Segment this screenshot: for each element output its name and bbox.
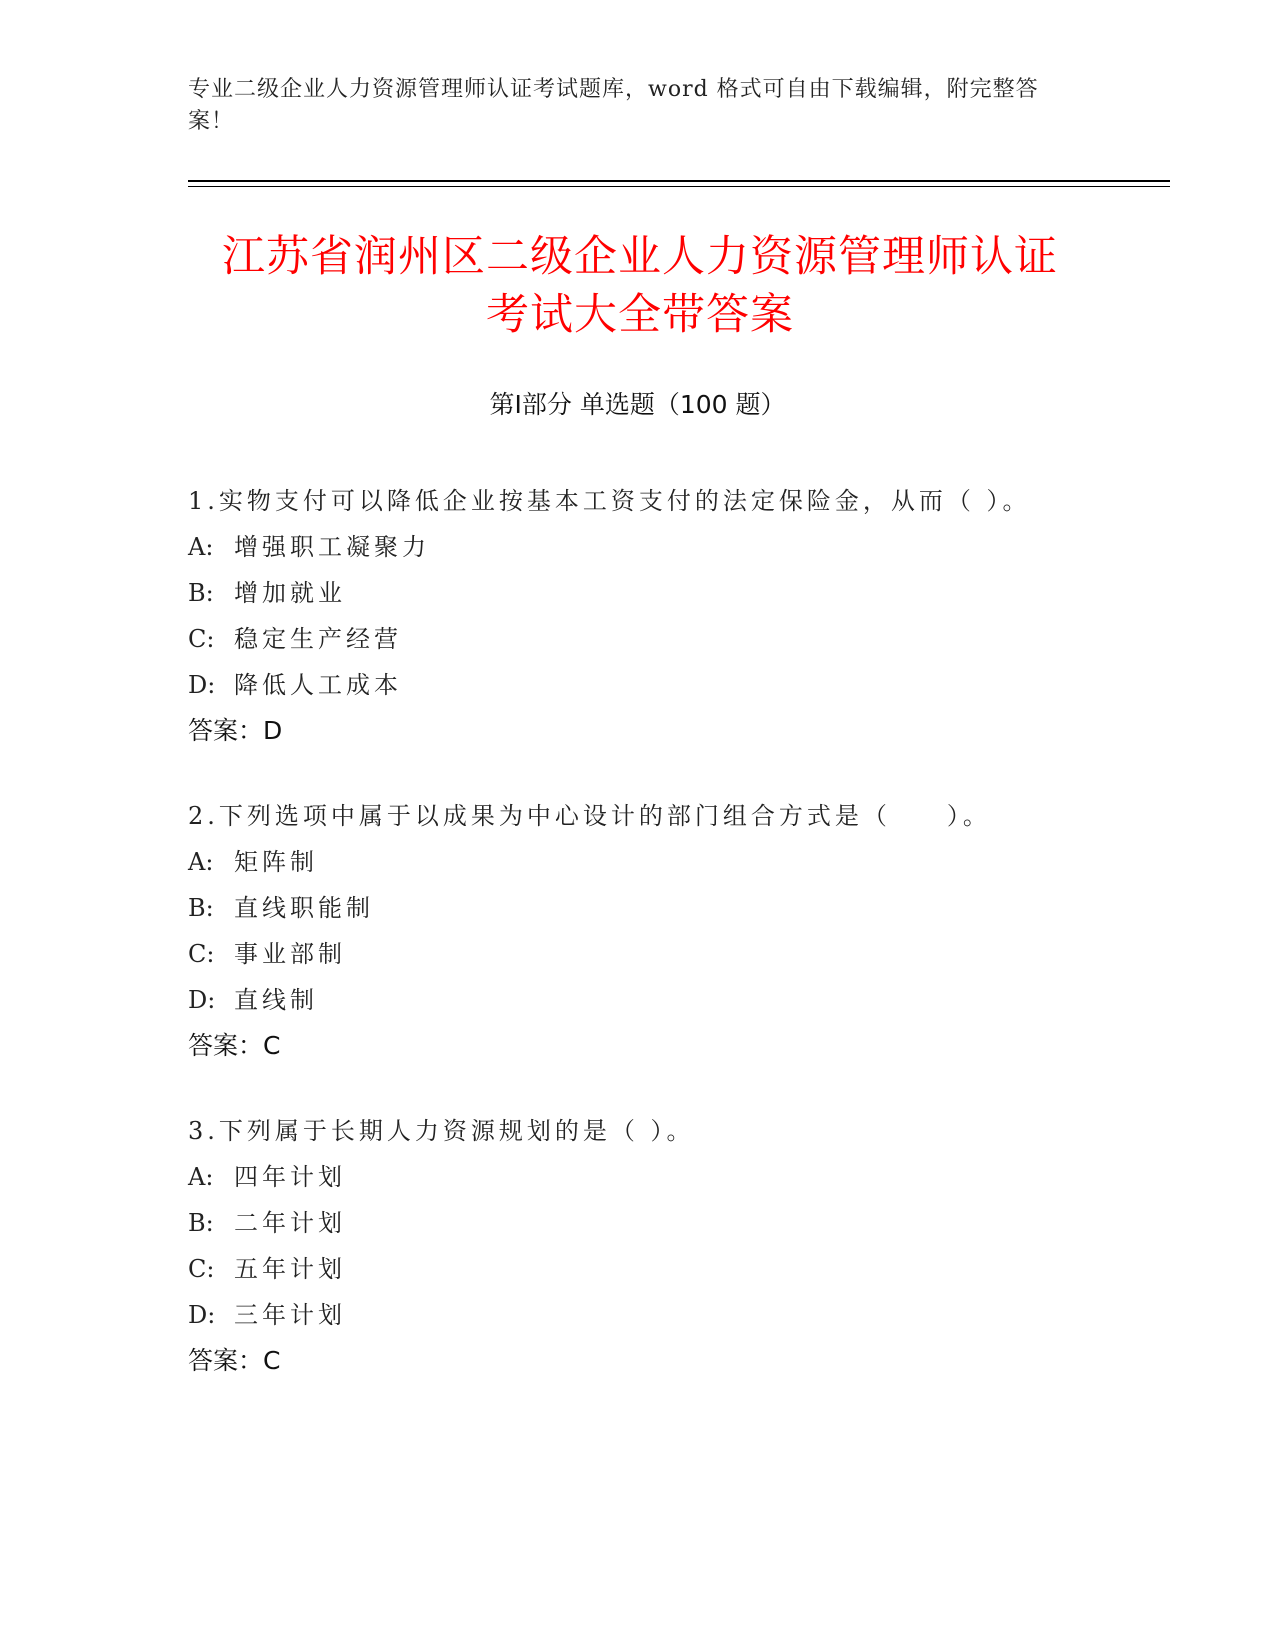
title-line-1: 江苏省润州区二级企业人力资源管理师认证 bbox=[222, 232, 1058, 282]
option-text: 增加就业 bbox=[234, 579, 346, 607]
option-a bbox=[188, 1154, 1088, 1200]
option-c bbox=[188, 931, 1088, 977]
option-text: 直线制 bbox=[234, 986, 318, 1014]
question-2 bbox=[188, 793, 1088, 1069]
option-c bbox=[188, 1246, 1088, 1292]
header-rule-thin bbox=[188, 186, 1170, 187]
option-a bbox=[188, 839, 1088, 885]
answer: 答案：D bbox=[188, 716, 283, 745]
option-text: 事业部制 bbox=[234, 940, 346, 968]
option-text: 三年计划 bbox=[234, 1301, 346, 1329]
option-b bbox=[188, 885, 1088, 931]
option-key: D: bbox=[188, 1301, 216, 1329]
option-key: A: bbox=[188, 848, 214, 876]
answer: 答案：C bbox=[188, 1346, 281, 1375]
option-a bbox=[188, 524, 1088, 570]
question-stem: 2.下列选项中属于以成果为中心设计的部门组合方式是（ ）。 bbox=[188, 802, 991, 830]
question-list bbox=[188, 478, 1088, 1423]
option-b bbox=[188, 570, 1088, 616]
title-line-2: 考试大全带答案 bbox=[486, 290, 794, 340]
option-text: 增强职工凝聚力 bbox=[234, 533, 430, 561]
option-text: 四年计划 bbox=[234, 1163, 346, 1191]
question-stem: 3.下列属于长期人力资源规划的是（ ）。 bbox=[188, 1117, 695, 1145]
option-key: B: bbox=[188, 579, 214, 607]
option-text: 五年计划 bbox=[234, 1255, 346, 1283]
option-key: A: bbox=[188, 1163, 214, 1191]
option-d bbox=[188, 662, 1088, 708]
option-key: D: bbox=[188, 986, 216, 1014]
document-title bbox=[160, 228, 1120, 344]
header-rule-thick bbox=[188, 180, 1170, 182]
option-key: C: bbox=[188, 625, 215, 653]
option-key: C: bbox=[188, 940, 215, 968]
option-key: D: bbox=[188, 671, 216, 699]
option-text: 二年计划 bbox=[234, 1209, 346, 1237]
option-c bbox=[188, 616, 1088, 662]
option-key: A: bbox=[188, 533, 214, 561]
option-text: 降低人工成本 bbox=[234, 671, 402, 699]
answer: 答案：C bbox=[188, 1031, 281, 1060]
option-key: B: bbox=[188, 894, 214, 922]
option-key: C: bbox=[188, 1255, 215, 1283]
option-d bbox=[188, 1292, 1088, 1338]
option-d bbox=[188, 977, 1088, 1023]
option-text: 稳定生产经营 bbox=[234, 625, 402, 653]
section-heading: 第Ⅰ部分 单选题（100 题） bbox=[489, 390, 786, 419]
question-3 bbox=[188, 1108, 1088, 1384]
header-note: 专业二级企业人力资源管理师认证考试题库，word 格式可自由下载编辑，附完整答案！ bbox=[188, 77, 1039, 134]
option-text: 矩阵制 bbox=[234, 848, 318, 876]
question-1 bbox=[188, 478, 1088, 754]
option-text: 直线职能制 bbox=[234, 894, 374, 922]
option-key: B: bbox=[188, 1209, 214, 1237]
question-stem: 1.实物支付可以降低企业按基本工资支付的法定保险金，从而（ ）。 bbox=[188, 487, 1031, 515]
option-b bbox=[188, 1200, 1088, 1246]
